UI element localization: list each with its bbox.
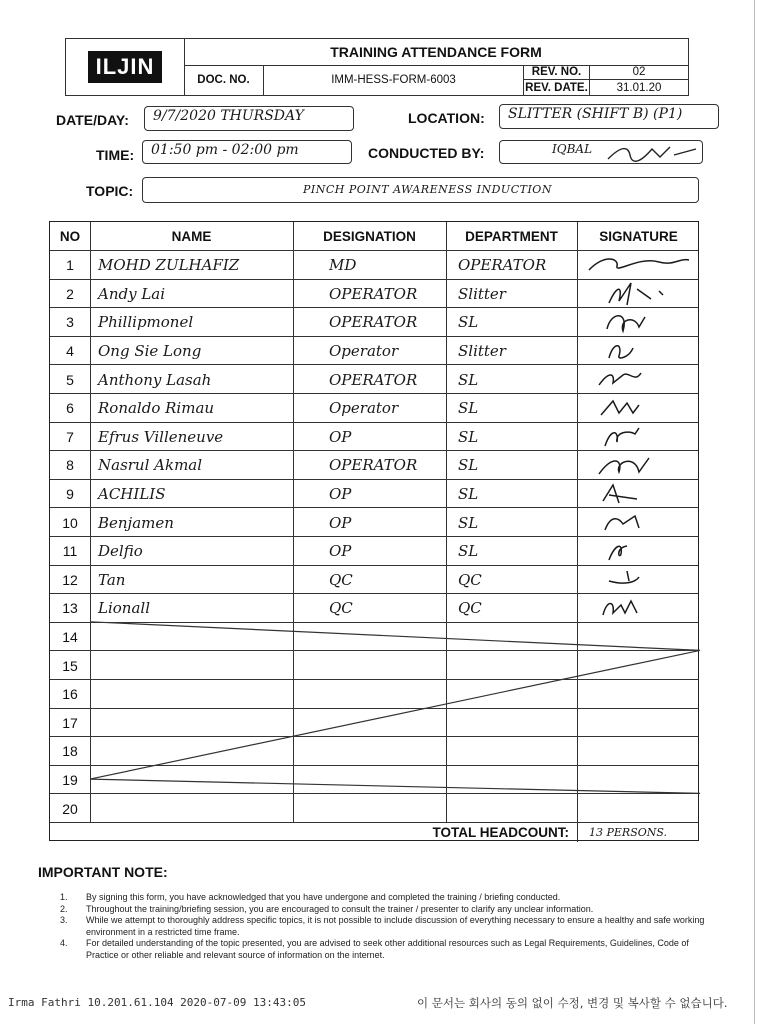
note-number: 1.	[60, 892, 68, 902]
attendee-department: SL	[458, 427, 479, 446]
attendee-name: Phillipmonel	[98, 313, 194, 332]
attendee-designation: QC	[329, 570, 353, 589]
attendee-name: Benjamen	[98, 513, 174, 532]
total-headcount-value: 13 PERSONS.	[589, 826, 668, 839]
row-number: 10	[62, 514, 78, 531]
attendee-name: MOHD ZULHAFIZ	[98, 256, 240, 275]
attendee-designation: OP	[329, 542, 352, 561]
note-number: 2.	[60, 903, 68, 914]
row-number: 18	[62, 743, 78, 760]
column-header: DESIGNATION	[323, 228, 416, 244]
footer-print-info: Irma Fathri 10.201.61.104 2020-07-09 13:43:05	[8, 996, 307, 1009]
note-number: 4.	[60, 938, 68, 948]
footer-disclaimer: 이 문서는 회사의 동의 없이 수정, 변경 및 복사할 수 없습니다.	[417, 996, 728, 1010]
attendee-department: OPERATOR	[458, 256, 547, 275]
location-label: LOCATION:	[408, 110, 485, 126]
attendee-name: Ronaldo Rimau	[98, 399, 215, 418]
attendee-name: ACHILIS	[98, 485, 166, 504]
attendee-designation: OPERATOR	[329, 370, 418, 389]
trainer-signature	[600, 141, 700, 165]
row-number: 8	[66, 457, 74, 474]
attendee-name: Lionall	[98, 599, 150, 618]
attendee-department: SL	[458, 513, 479, 532]
rev-no-label: REV. NO.	[524, 65, 589, 80]
notes-list	[60, 892, 710, 961]
attendee-designation: OPERATOR	[329, 284, 418, 303]
total-headcount-label: TOTAL HEADCOUNT:	[432, 825, 569, 840]
attendee-department: QC	[458, 599, 482, 618]
conducted-by-label: CONDUCTED BY:	[368, 145, 485, 161]
note-item	[60, 892, 710, 904]
attendee-designation: Operator	[329, 342, 399, 361]
topic-label: TOPIC:	[86, 183, 134, 199]
note-text: Throughout the training/briefing session, you are encouraged to consult the trainer / presenter to clarify any unclear information.	[86, 903, 594, 914]
attendee-department: SL	[458, 313, 479, 332]
row-number: 15	[62, 657, 78, 674]
attendee-department: SL	[458, 485, 479, 504]
note-text: For detailed understanding of the topic presented, you are advised to seek other additional resources such as Legal Requirements, Guidelines, Code of Practice or other reliable and relevant source of information on the internet.	[86, 938, 689, 960]
row-number: 20	[62, 800, 78, 817]
attendee-designation: OP	[329, 485, 352, 504]
row-number: 2	[66, 285, 74, 302]
page-edge-line	[754, 0, 755, 1024]
attendee-department: Slitter	[458, 342, 506, 361]
note-number: 3.	[60, 915, 68, 925]
date-field[interactable]	[144, 106, 354, 131]
time-value: 01:50 pm - 02:00 pm	[151, 142, 299, 158]
conducted-by-field[interactable]	[499, 140, 703, 164]
topic-value: PINCH POINT AWARENESS INDUCTION	[303, 183, 552, 196]
note-item	[60, 915, 710, 938]
attendee-department: SL	[458, 370, 479, 389]
attendee-name: Anthony Lasah	[98, 370, 212, 389]
row-number: 12	[62, 571, 78, 588]
row-number: 7	[66, 428, 74, 445]
attendee-department: SL	[458, 542, 479, 561]
rev-no-value: 02	[590, 65, 688, 80]
attendee-name: Delfio	[98, 542, 143, 561]
notes-title: IMPORTANT NOTE:	[38, 864, 168, 880]
row-number: 16	[62, 686, 78, 703]
topic-field[interactable]	[142, 177, 699, 203]
attendee-name: Tan	[98, 570, 126, 589]
time-field[interactable]	[142, 140, 352, 164]
date-value: 9/7/2020 THURSDAY	[153, 108, 304, 124]
attendee-designation: OP	[329, 513, 352, 532]
form-title: TRAINING ATTENDANCE FORM	[184, 39, 688, 66]
rev-date-value: 31.01.20	[616, 81, 662, 94]
doc-no-label: DOC. NO.	[184, 65, 264, 95]
attendee-department: QC	[458, 570, 482, 589]
row-number: 13	[62, 600, 78, 617]
row-number: 9	[66, 486, 74, 503]
time-label: TIME:	[96, 147, 135, 163]
note-text: While we attempt to thoroughly address specific topics, it is not possible to include discussion of everything necessary to ensure a healthy and safe working environment in a restricted time frame.	[86, 915, 705, 937]
attendee-designation: OP	[329, 427, 352, 446]
row-number: 14	[62, 629, 78, 646]
logo-text: ILJIN	[95, 54, 155, 79]
rev-date-label: REV. DATE.	[525, 81, 588, 94]
column-divider	[577, 823, 578, 842]
note-item	[60, 904, 710, 916]
attendee-designation: Operator	[329, 399, 399, 418]
column-header: NO	[59, 228, 81, 244]
note-text: By signing this form, you have acknowledged that you have undergone and completed the training / briefing conducted.	[86, 892, 561, 902]
attendee-name: Nasrul Akmal	[98, 456, 203, 475]
attendee-designation: QC	[329, 599, 353, 618]
row-number: 1	[66, 257, 74, 274]
date-label: DATE/DAY:	[56, 112, 129, 128]
attendee-designation: OPERATOR	[329, 313, 418, 332]
attendee-designation: OPERATOR	[329, 456, 418, 475]
unused-rows-cross-out	[50, 222, 700, 822]
attendee-name: Andy Lai	[98, 284, 166, 303]
column-header: DEPARTMENT	[465, 228, 558, 244]
row-number: 6	[66, 400, 74, 417]
form-header	[65, 38, 689, 96]
conducted-by-value: IQBAL	[552, 142, 593, 156]
company-logo	[66, 39, 185, 95]
location-field[interactable]	[499, 104, 719, 129]
attendee-department: SL	[458, 399, 479, 418]
row-number: 19	[62, 772, 78, 789]
row-number: 3	[66, 314, 74, 331]
row-number: 11	[62, 543, 78, 560]
row-number: 5	[66, 371, 74, 388]
column-header: NAME	[171, 228, 212, 244]
total-row	[50, 822, 698, 842]
attendee-department: Slitter	[458, 284, 506, 303]
attendee-department: SL	[458, 456, 479, 475]
doc-no-value: IMM-HESS-FORM-6003	[264, 65, 524, 95]
column-header: SIGNATURE	[599, 228, 678, 244]
attendee-name: Ong Sie Long	[98, 342, 202, 361]
note-item	[60, 938, 710, 961]
attendance-table	[49, 221, 699, 841]
row-number: 17	[62, 714, 78, 731]
row-number: 4	[66, 343, 74, 360]
attendee-designation: MD	[329, 256, 357, 275]
attendee-name: Efrus Villeneuve	[98, 427, 224, 446]
location-value: SLITTER (SHIFT B) (P1)	[508, 106, 683, 122]
